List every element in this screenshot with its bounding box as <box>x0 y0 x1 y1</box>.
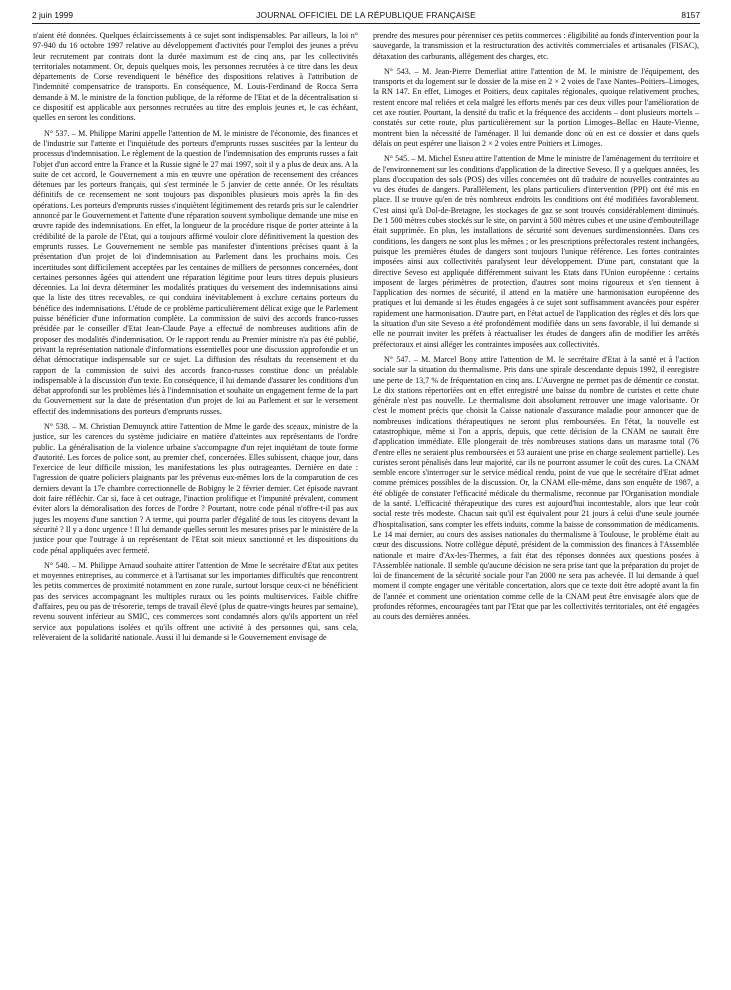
paragraph: prendre des mesures pour pérenniser ces petits commerces : éligibilité au fonds d'intervention pour la sauvegarde, la transmission et la restructuration des activités commerciales et artisanales (FISAC), détaxation des carburants, allégement des charges, etc. <box>373 31 699 61</box>
question-540: N° 540. – M. Philippe Arnaud souhaite attirer l'attention de Mme le secrétaire d'Etat aux petites et moyennes entreprises, au commerce et à l'artisanat sur les importantes difficultés que rencontrent les petits commerces de proximité notamment en zone rurale, surtout lorsque ceux-ci ne bénéficient pas des services accompagnant les multiples ruraux ou les points multiservices. Faible chiffre d'affaires, peu ou pas de trésorerie, temps de travail élevé (plus de quatre-vingts heures par semaine), revenu souvent inférieur au SMIC, ces commerces sont condamnés alors qu'ils apportent un réel service aux populations isolées et qu'ils offrent une activité à des personnes qui, sans cela, relèveraient de la solidarité nationale. Aussi il lui demande si le Gouvernement envisage de <box>33 560 358 642</box>
paragraph: n'aient été données. Quelques éclaircissements à ce sujet sont indispensables. Par ailleurs, la loi n° 97-940 du 16 octobre 1997 relative au développement d'activités pour l'emploi des jeunes a prévu leur recrutement par contrats dont la durée maximum est de cinq ans, par les collectivités territoriales notamment. Or, depuis quelques mois, les personnes recrutées à ce titre dans les deux départements de Corse revendiquent le bénéfice des dispositions relatives à l'attribution de l'indemnité compensatrice de transports. En conséquence, M. Louis-Ferdinand de Rocca Serra demande à M. le ministre de la fonction publique, de la réforme de l'Etat et de la décentralisation si ce dispositif est applicable aux personnes recrutées au titre des emplois jeunes et, le cas échéant, quelles en seront les conditions. <box>33 31 358 123</box>
left-column <box>33 31 358 648</box>
question-543: N° 543. – M. Jean-Pierre Demerliat attire l'attention de M. le ministre de l'équipement, des transports et du logement sur le dossier de la mise en 2 × 2 voies de l'axe Nantes–Poitiers–Limoges, la RN 147. En effet, Limoges et Poitiers, deux capitales régionales, quoique relativement proches, restent encore mal reliées et cela malgré les efforts menés par ces deux villes pour l'amélioration de cet axe routier. Pourtant, la densité du trafic et la fréquence des accidents – dont plusieurs mortels – constatés sur cette route, plus particulièrement sur la portion Limoges–Bellac en Haute-Vienne, montrent bien la nécessité de l'aménager. Il lui demande donc où en est ce dossier et dans quels délais on peut espérer une liaison 2 × 2 voies entre Poitiers et Limoges. <box>373 66 699 148</box>
question-537: N° 537. – M. Philippe Marini appelle l'attention de M. le ministre de l'économie, des finances et de l'industrie sur l'attente et l'inquiétude des porteurs d'emprunts russes suscitées par la lenteur du processus d'indemnisation. Le règlement de la question de l'indemnisation des emprunts russes a fait l'objet d'un accord entre la France et la Russie signé le 27 mai 1997, soit il y a plus de deux ans. A la suite de cet accord, le Gouvernement a mis en œuvre une opération de recensement des créances détenues par les porteurs français, qui s'est terminée le 5 janvier de cette année. Or les résultats définitifs de ce recensement ne sont toujours pas disponibles plusieurs mois après la fin des opérations. Les porteurs d'emprunts russes s'inquiètent légitimement des retards pris sur le calendrier annoncé par le Gouvernement et l'attente d'une réparation souvent symbolique demande une mise en œuvre rapide des indemnisations. En effet, la longueur de la procédure risque de porter atteinte à la crédibilité de la parole de l'Etat, qui a toujours affirmé vouloir clore définitivement la question des emprunts russes. Le Gouvernement ne semble pas manifester d'intentions précises quant à la présentation d'un projet de loi d'indemnisation au Parlement dans les prochains mois. Ces incertitudes sont difficilement acceptées par les centaines de milliers de personnes concernées, dont certaines personnes âgées qui attendent une réparation légitime pour leurs titres depuis plusieurs décennies. La loi devra déterminer les modalités pratiques du versement des indemnisations ainsi que la liste des titres recevables, ce qui conduira inévitablement à exclure certains porteurs du bénéfice des indemnisations. L'étude de ce problème particulièrement délicat exige que le Parlement puisse bénéficier d'une information complète. La commission de suivi des accords franco-russes présidée par le conseiller d'Etat Jean-Claude Paye a effectué de nombreuses auditions afin de proposer des modalités d'indemnisation. Or le rapport rendu au Premier ministre n'a pas été publié, privant la représentation nationale d'informations essentielles pour une discussion approfondie et un débat démocratique indispensable sur ce sujet. La diffusion des résultats du recensement et du rapport de la commission de suivi des accords franco-russes constitue donc un préalable indispensable à la discussion d'un texte. En conséquence, il lui demande d'assurer les conditions d'un débat approfondi sur les problèmes liés à l'indemnisation et souhaite un engagement ferme de la part du Gouvernement sur la date de présentation d'un projet de loi au Parlement et sur le versement effectif des indemnisations des porteurs d'emprunts russes. <box>33 128 358 416</box>
right-column <box>373 31 699 628</box>
question-547: N° 547. – M. Marcel Bony attire l'attention de M. le secrétaire d'Etat à la santé et à l'action sociale sur la situation du thermalisme. Pris dans une spirale descendante depuis 1992, il enregistre une perte de 13,7 % de fréquentation en cinq ans. L'Auvergne ne permet pas de démentir ce constat. Le dix stations répertoriées ont en effet enregistré une baisse du nombre de curistes et cette chute générale n'est pas nouvelle. Le thermalisme doit absolument retrouver une image valorisante. Or c'est le moment précis que choisit la Caisse nationale d'assurance maladie pour annoncer que de nombreuses indications thérapeutiques ne seront plus remboursées. En l'état, la nouvelle est catastrophique, même si l'on a appris, depuis, que cette décision de la CNAM ne saurait être d'application immédiate. Elle plongerait de très nombreuses stations dans un marasme total (76 d'entre elles ne seraient plus remboursées et 53 auraient une prise en charge seulement partielle). Les curistes seront pénalisés dans leur majorité, car ils ne pourront assumer le coût des cures. La CNAM semble encore s'interroger sur le service médical rendu, point de vue que le secrétaire d'Etat admet comme prémices possibles de la discussion. Or, la CNAM elle-même, dans son enquête de 1987, a été obligée de constater l'efficacité médicale du thermalisme, reconnue par l'Organisation mondiale de la santé. L'efficacité thérapeutique des cures est aujourd'hui incontestable, alors que leur coût social reste très modeste. Chacun sait qu'il est équivalent pour 21 jours à celui d'une seule journée d'hospitalisation, sans compter les effets induits, comme la baisse de consommation de médicaments. Le 14 mai dernier, au cours des assises nationales du thermalisme à Toulouse, le problème était au cœur des discussions. Notre collègue député, président de la commission des finances à l'Assemblée nationale et maire d'Ax-les-Thermes, a fait état des réponses données aux questions posées à l'Assemblée nationale. Il semble qu'aucune décision ne sera prise tant que la préparation du projet de loi de financement de la sécurité sociale pour l'an 2000 ne sera pas achevée. Il lui demande à quel moment il compte engager une véritable concertation, alors que ce texte doit être adopté avant la fin de l'année et comment une orientation comme celle de la CNAM peut être envisagée alors que de profondes réformes, encouragées tant par l'Etat que par les collectivités territoriales, ont été engagées au cours des dernières années. <box>373 354 699 622</box>
journal-title: JOURNAL OFFICIEL DE LA RÉPUBLIQUE FRANÇAISE <box>256 10 476 20</box>
page-header <box>32 9 700 24</box>
question-545: N° 545. – M. Michel Esneu attire l'attention de Mme le ministre de l'aménagement du territoire et de l'environnement sur les conditions d'application de la directive Seveso. Il y a quelques années, les plans d'occupation des sols (POS) des villes concernées ont dû traduire de nouvelles contraintes au vu des études de dangers. Parallèlement, les plans particuliers d'intervention (PPI) ont été mis en place. Il se trouve qu'en de très nombreux endroits les conditions ont été modifiées favorablement. C'est ainsi qu'à Dol-de-Bretagne, les stockages de gaz se sont trouvés considérablement diminués. De 1 500 mètres cubes stockés sur le site, on parvint à 500 mètres cubes et une usine d'embouteillage était supprimée. En plus, les installations de sécurité sont devenues surdimensionnées. Dans ces conditions, les dangers ne sont plus les mêmes ; or les prescriptions préfectorales restent inchangées, puisque les premières études de dangers sont toujours l'unique référence. Les fortes contraintes imposées ainsi aux collectivités paralysent leur développement. D'une part, constatant que la directive Seveso est appliquée différemment suivant les Etats dans l'Union européenne : certains imposent de larges périmètres de protection, d'autres sont moins rigoureux et s'en tiennent à l'application des normes de sécurité, il attend en la matière une harmonisation européenne des pratiques et lui demande si les études engagées à ce sujet sont suffisamment avancées pour espérer rapidement une harmonisation. D'autre part, en l'état actuel de l'application des règles et dès lors que la situation d'un site Seveso a été profondément modifiée dans un sens favorable, il lui demande si elle ne pourrait inviter les préfets à réactualiser les études de dangers afin de modifier les arrêtés préfectoraux et ainsi alléger les contraintes imposées aux collectivités. <box>373 154 699 349</box>
page-number: 8157 <box>681 10 700 20</box>
header-date: 2 juin 1999 <box>32 10 73 20</box>
question-538: N° 538. – M. Christian Demuynck attire l'attention de Mme le garde des sceaux, ministre de la justice, sur les carences du système judiciaire en matière d'atteintes aux représentants de l'ordre public. La généralisation de la violence urbaine s'accompagne d'un rejet inquiétant de toute forme d'autorité. Les forces de police sont, au premier chef, concernées. Elles subissent, chaque jour, dans l'exercice de leur difficile mission, les manifestations les plus outrageantes. Dernière en date : l'agression de quatre policiers plaignants par les prévenus eux-mêmes lors de la comparution de ces derniers devant la 17e chambre correctionnelle de Bobigny le 2 février dernier. Cet épisode navrant doit faire réfléchir. Car si, face à cet outrage, l'inaction prolifique et l'impunité prévalent, comment éviter alors la démoralisation des forces de l'ordre ? Pourtant, notre code pénal n'offre-t-il pas aux juges les moyens d'une sanction ? A terme, qui pourra parler d'égalité de tous les citoyens devant la sécurité ? Il y a donc urgence ! Il lui demande quelles seront les mesures prises par le ministère de la justice pour que l'outrage à un représentant de l'Etat soit mieux sanctionné et les dispositions du code pénal appliquées avec fermeté. <box>33 421 358 555</box>
